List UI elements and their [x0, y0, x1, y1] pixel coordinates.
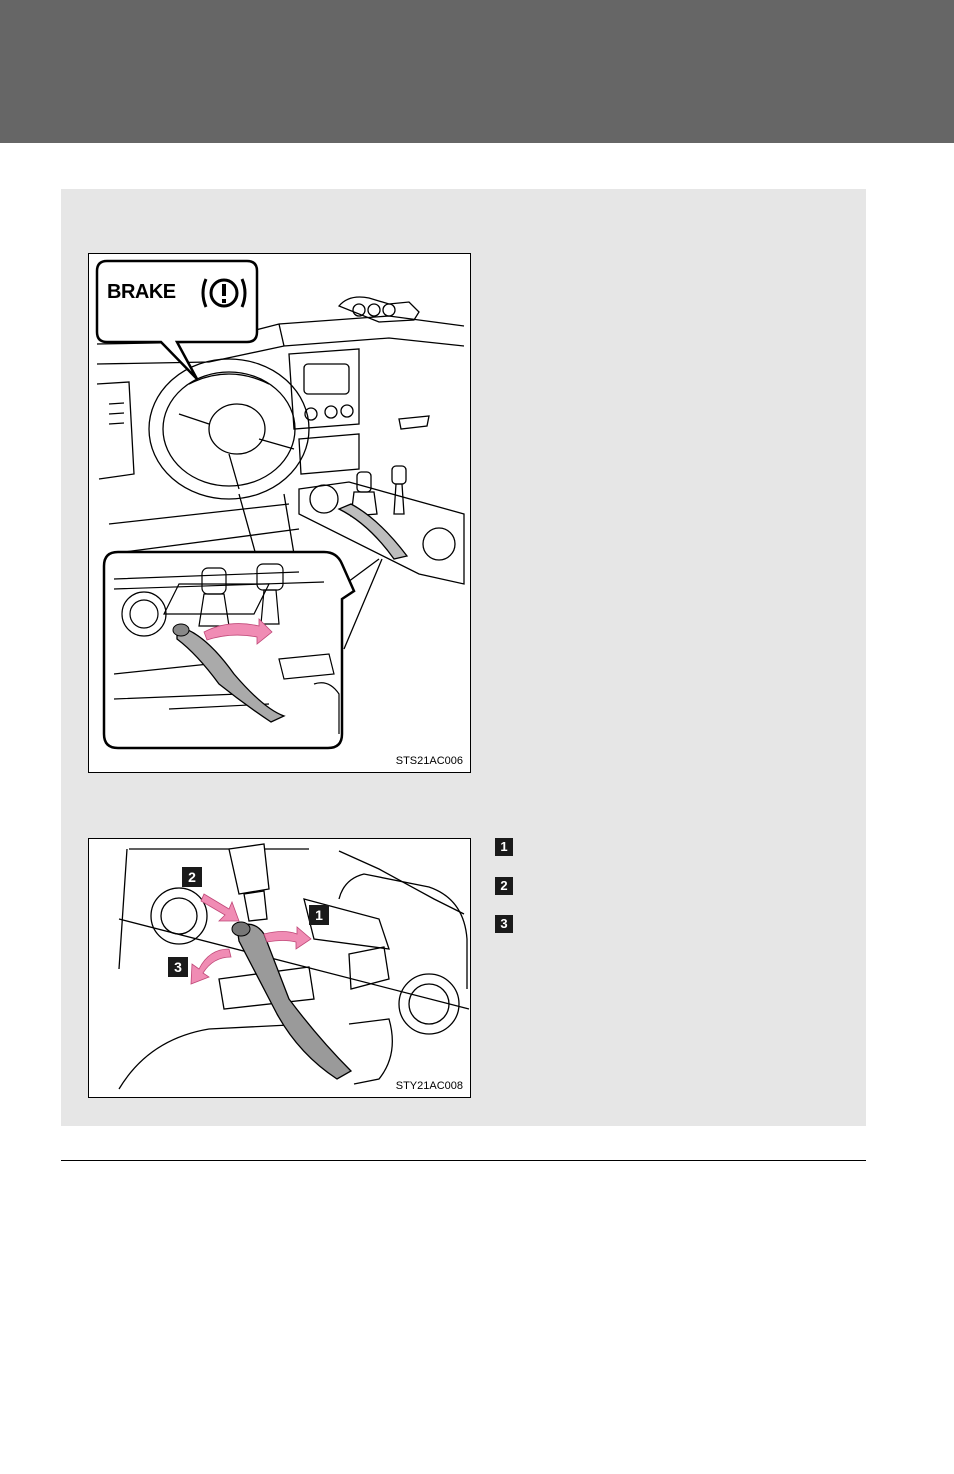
brake-warning-icon — [200, 273, 248, 313]
parking-brake-illustration — [89, 839, 470, 1097]
step-badge-1: 1 — [495, 838, 513, 856]
dashboard-illustration — [89, 254, 470, 772]
figure-code: STY21AC008 — [395, 1080, 463, 1092]
callout-1: 1 — [309, 905, 329, 925]
section-divider — [61, 1160, 866, 1161]
step-badge-3: 3 — [495, 915, 513, 933]
callout-3: 3 — [168, 957, 188, 977]
brake-indicator-label: BRAKE — [107, 281, 176, 303]
figure-dashboard-parking-brake — [88, 253, 471, 773]
callout-2: 2 — [182, 867, 202, 887]
step-badge-2: 2 — [495, 877, 513, 895]
header-band — [0, 0, 954, 143]
figure-parking-brake-release — [88, 838, 471, 1098]
figure-code: STS21AC006 — [395, 755, 463, 767]
